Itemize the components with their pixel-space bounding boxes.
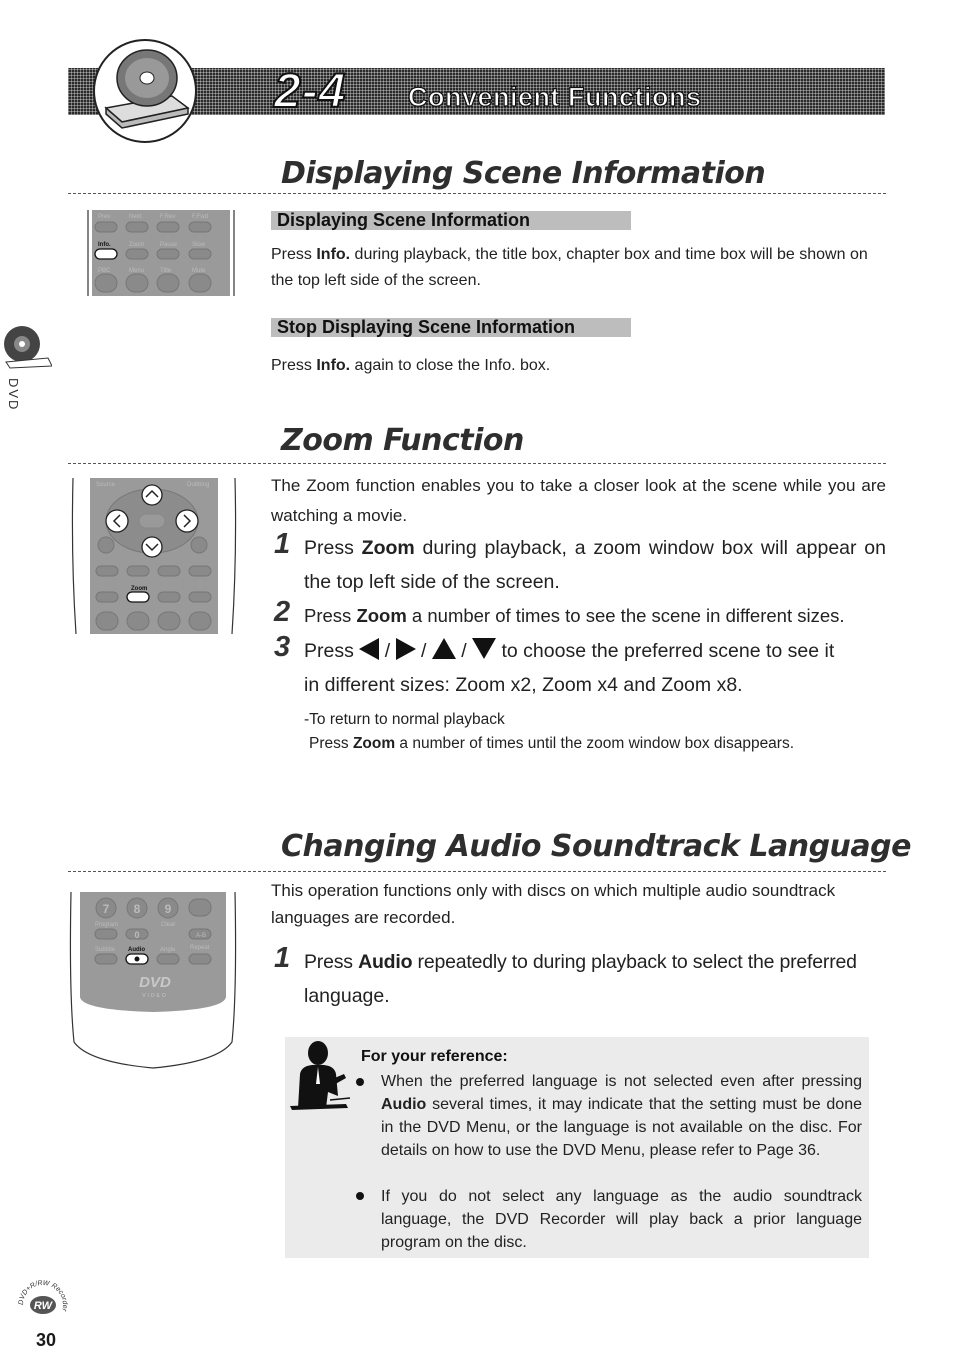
remote-label: F.Rev	[160, 214, 176, 220]
remote-label: Menu	[129, 268, 145, 274]
zoom-step-1: Press Zoom during playback, a zoom window box will appear on the top left side of the screen.	[304, 537, 886, 593]
section-heading-scene: Displaying Scene Information	[281, 156, 766, 191]
audio-intro: This operation functions only with discs on which multiple audio soundtrack languages are recorded.	[271, 881, 836, 927]
step-number: 3	[274, 631, 291, 663]
left-arrow-icon	[359, 638, 379, 660]
remote-label-audio: Audio	[128, 947, 145, 953]
remote-info-illustration	[86, 210, 236, 300]
section-number: 2-4	[274, 65, 347, 118]
remote-zoom-illustration	[70, 478, 238, 638]
dvd-disc-icon	[92, 38, 198, 144]
remote-label: Angle	[160, 947, 176, 953]
remote-label: Prev	[98, 214, 111, 220]
remote-label: Program	[95, 922, 119, 928]
heading-rule	[68, 193, 886, 194]
heading-rule	[68, 871, 886, 872]
bullet-icon	[356, 1078, 364, 1086]
step-number: 1	[274, 942, 291, 974]
remote-label: Zoom	[129, 242, 145, 248]
remote-label: Dubbing	[187, 482, 210, 488]
remote-label-zoom: Zoom	[131, 586, 148, 592]
reference-item: If you do not select any language as the audio soundtrack language, the DVD Recorder will play back a prior language program on the disc.	[381, 1188, 862, 1251]
remote-label: Next	[129, 214, 142, 220]
remote-label: Title	[160, 268, 172, 274]
svg-text:DVD+R/RW Recorder: DVD+R/RW Recorder	[17, 1279, 69, 1312]
reference-title: For your reference:	[361, 1048, 508, 1065]
dvd-logo-icon: DVD	[139, 974, 171, 991]
section-heading-zoom: Zoom Function	[281, 423, 524, 458]
remote-label: Source	[96, 482, 116, 488]
dvd-rw-recorder-logo	[16, 1278, 70, 1332]
audio-step-1: Press Audio repeatedly to during playback to select the preferred	[304, 951, 857, 973]
remote-label-info: Info.	[98, 242, 111, 248]
remote-label: PBC	[98, 268, 111, 274]
remote-label: Clear	[161, 922, 176, 928]
step-number: 1	[274, 528, 291, 560]
step-number: 2	[274, 596, 291, 628]
remote-audio-illustration	[68, 892, 238, 1070]
remote-label: Mute	[192, 268, 206, 274]
presenter-icon	[288, 1040, 352, 1112]
zoom-intro: The Zoom function enables you to take a closer look at the scene while you are watching a movie.	[271, 476, 886, 525]
up-arrow-icon	[432, 638, 456, 659]
section-title: Convenient Functions	[408, 82, 702, 112]
remote-label: Repeat	[190, 945, 210, 951]
svg-text:RW: RW	[33, 1300, 53, 1312]
side-tab-label: DVD	[6, 378, 21, 412]
remote-digit: 8	[133, 902, 141, 916]
remote-digit: 0	[134, 930, 140, 940]
heading-rule	[68, 463, 886, 464]
remote-label: A-B	[196, 933, 207, 939]
dvd-logo-sub: VIDEO	[142, 993, 168, 999]
zoom-step-2: Press Zoom a number of times to see the scene in different sizes.	[304, 605, 845, 626]
remote-label: Pause	[160, 242, 178, 248]
section-heading-audio: Changing Audio Soundtrack Language	[281, 829, 911, 864]
bullet-icon	[356, 1192, 364, 1200]
reference-item: When the preferred language is not selected even after pressing Audio several times, it may indicate that the setting must be done in the DVD Menu, or the language is not available on the disc. For details on how to use the DVD Menu, please refer to Page 36.	[381, 1073, 862, 1159]
zoom-step-3-cont: in different sizes: Zoom x2, Zoom x4 and Zoom x8.	[304, 674, 743, 696]
disc-tab-icon	[2, 322, 52, 370]
scene-paragraph-2: Press Info. again to close the Info. box.	[271, 357, 551, 374]
zoom-step-3: Press / / / to choose the preferred scene to see it	[304, 640, 835, 662]
remote-digit: 7	[102, 902, 110, 916]
right-arrow-icon	[396, 638, 416, 660]
subheading-stop: Stop Displaying Scene Information	[271, 318, 631, 337]
scene-paragraph-1: Press Info. during playback, the title box, chapter box and time box will be shown on the top left side of the screen.	[271, 246, 868, 289]
audio-step-1-cont: language.	[304, 985, 390, 1007]
remote-label: F.Fwd	[192, 214, 209, 220]
down-arrow-icon	[472, 638, 496, 659]
zoom-note: -To return to normal playback Press Zoom a number of times until the zoom window box disappears.	[304, 711, 795, 752]
remote-label: Slow	[192, 242, 206, 248]
remote-label: Subtitle	[95, 947, 116, 953]
remote-digit: 9	[164, 902, 172, 916]
subheading-display: Displaying Scene Information	[271, 211, 631, 230]
page-number: 30	[36, 1330, 57, 1350]
